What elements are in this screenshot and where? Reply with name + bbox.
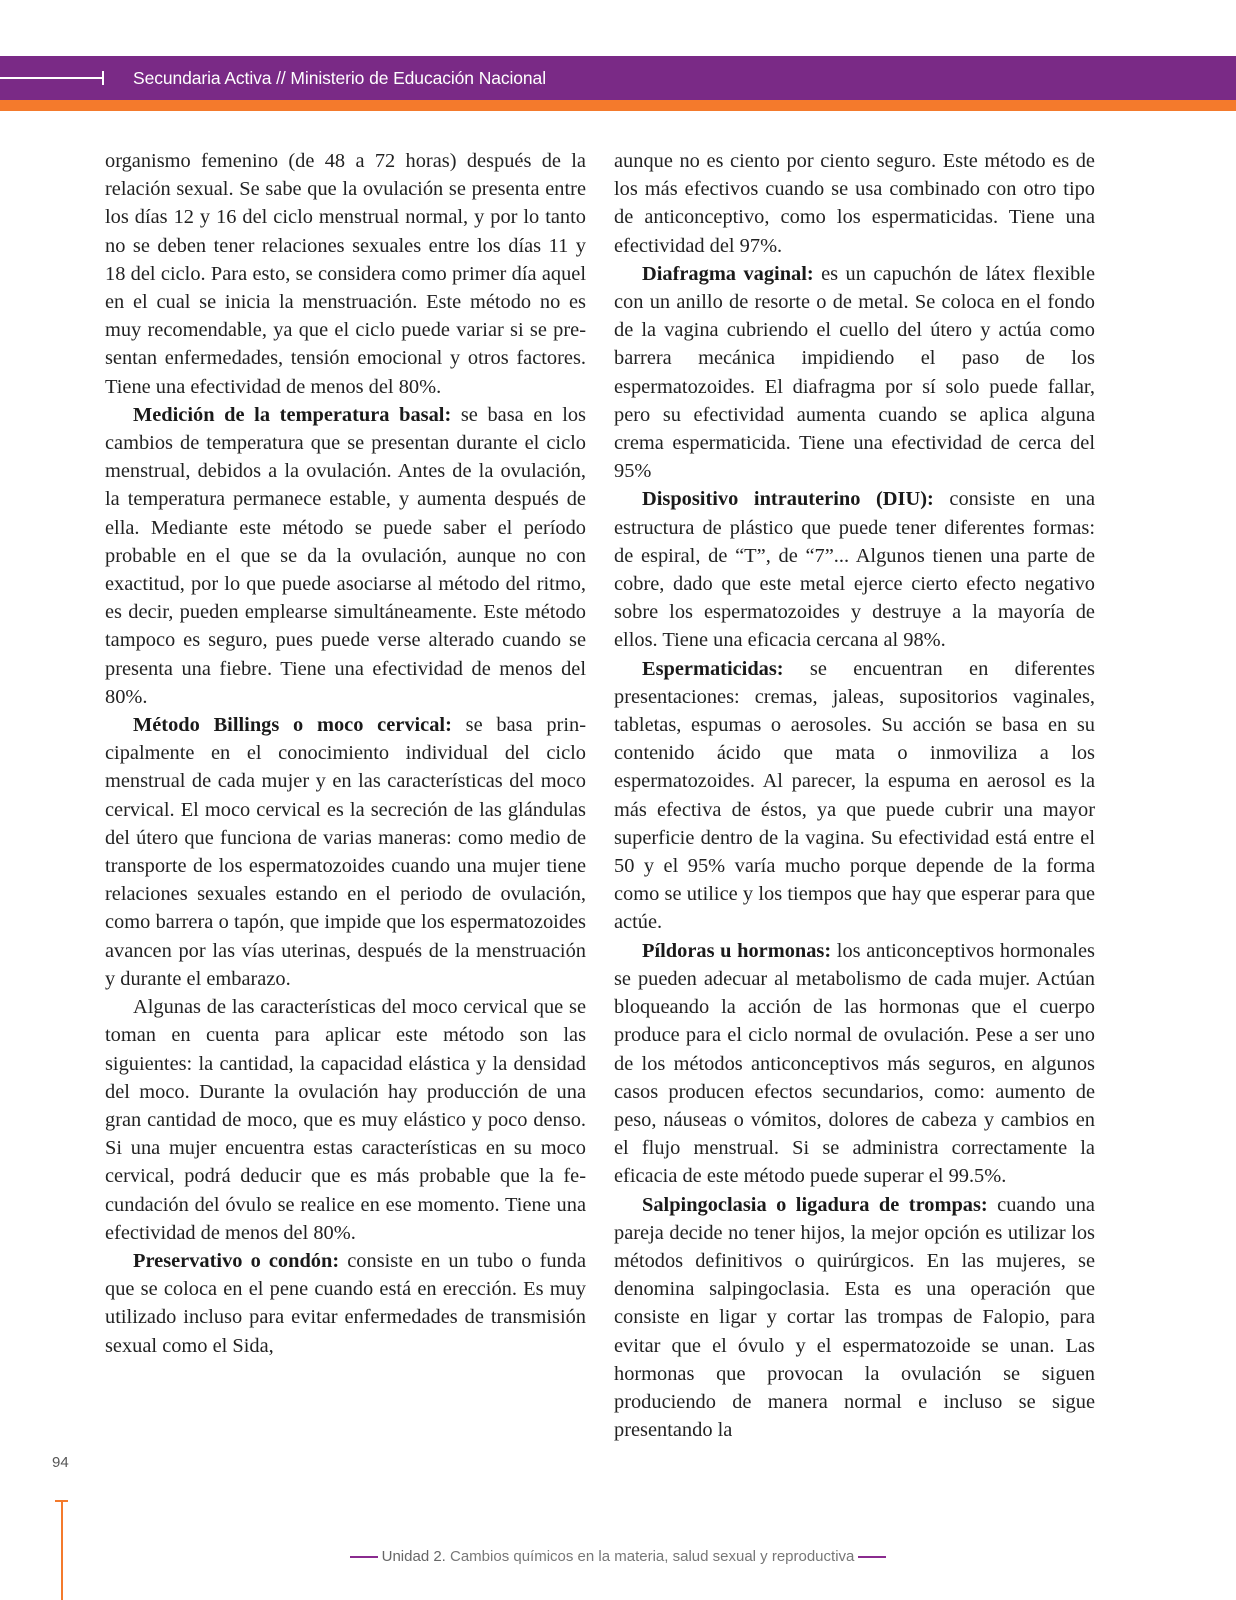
term-heading: Dispositivo intrauterino (DIU): <box>642 488 934 511</box>
header-title: Secundaria Activa // Ministerio de Educación Nacional <box>133 68 546 88</box>
paragraph-body: se encuentran en diferentes presentaciones: cremas, jaleas, supositorios vaginales, tabletas, espumas o aerosoles. Su acción se basa en su contenido ácido que mata o inmoviliza a los espermatozoides. Al parecer, la espuma en aerosol es la más efectiva de éstos, ya que puede cubrir una mayor superficie dentro de la vagina. Su efectividad está entre el 50 y el 95% varía mucho porque depende de la forma como se utilice y los tiempos que hay que esperar para que actúe. <box>614 657 1095 934</box>
paragraph-body: cuando una pareja decide no tener hijos, la mejor opción es utilizar los métodos definitivos o quirúrgicos. En las mujeres, se denomina salpingoclasia. Esta es una operación que consiste en ligar y cortar las trompas de Falopio, para evitar que el óvulo y el espermatozoide se unan. Las hormonas que provocan la ovulación se siguen produciendo de manera normal e incluso se sigue presentando la <box>614 1193 1095 1442</box>
paragraph: aunque no es ciento por ciento seguro. Este método es de los más efectivos cuando se usa combinado con otro tipo de anticonceptivo, como los espermaticidas. Tiene una efectividad del 97%. <box>614 150 1095 257</box>
header-accent-stripe <box>0 100 1236 111</box>
term-heading: Diafragma vaginal: <box>642 262 814 285</box>
footer-unit-label: Unidad 2. <box>381 1548 446 1565</box>
paragraph <box>105 401 586 711</box>
footer-dash-right <box>858 1556 886 1558</box>
paragraph <box>614 937 1095 1191</box>
paragraph <box>614 260 1095 486</box>
footer-unit-title: Cambios químicos en la materia, salud sexual y reproductiva <box>445 1548 855 1565</box>
paragraph-body: es un capuchón de látex flexible con un anillo de resorte o de metal. Se coloca en el fondo de la vagina cubriendo el cuello del útero y actúa como barrera mecánica impidiendo el paso de los espermatozoides. El diafragma por sí solo puede fallar, pero su efectividad aumenta cuando se aplica alguna crema espermaticida. Tiene una efectividad de cerca del 95% <box>614 262 1095 483</box>
paragraph <box>614 655 1095 937</box>
right-column <box>614 147 1095 1444</box>
paragraph <box>614 485 1095 654</box>
paragraph <box>105 711 586 993</box>
footer-dash-left <box>350 1556 378 1558</box>
header-rule <box>0 77 103 79</box>
paragraph-body: consiste en un tubo o funda que se coloca en el pene cuando está en erección. Es muy utilizado incluso para evitar enfermedades de transmisión sexual como el Sida, <box>105 1249 586 1357</box>
term-heading: Salpingoclasia o ligadura de trompas: <box>642 1193 988 1216</box>
term-heading: Espermaticidas: <box>642 657 784 680</box>
page-number: 94 <box>52 1454 69 1471</box>
paragraph-body: los anticonceptivos hormonales se pueden adecuar al metabolismo de cada mujer. Actúan bloqueando la acción de las hormonas que el cuerpo produce para el ciclo normal de ovulación. Pese a ser uno de los métodos anticonceptivos más seguros, en algunos casos producen efectos secundarios, como: aumento de peso, náuseas o vómitos, dolores de cabeza y cambios en el flujo menstrual. Si se administra correctamente la eficacia de este método puede superar el 99.5%. <box>614 939 1095 1188</box>
paragraph-body: se basa principalmente en el conocimiento individual del ciclo menstrual de cada mujer y en las características del moco cervical. El moco cervical es la secreción de las glándulas del útero que funciona de varias maneras: como medio de transporte de los espermatozoides cuando una mujer tiene relaciones sexuales estando en el periodo de ovulación, como barrera o tapón, que impide que los espermatozoides avancen por las vías uterinas, después de la menstruación y durante el embarazo. <box>105 714 586 990</box>
term-heading: Preservativo o condón: <box>133 1249 340 1272</box>
paragraph: organismo femenino (de 48 a 72 horas) después de la relación sexual. Se sabe que la ovulación se presenta entre los días 12 y 16 del ciclo menstrual normal, y por lo tanto no se deben tener relaciones sexuales entre los días 11 y 18 del ciclo. Para esto, se considera como primer día aquel en el cual se inicia la menstruación. Este método no es muy recomendable, ya que el ciclo puede variar si se presentan enfermedades, tensión emocional y otros factores. Tiene una efectividad de menos del 80%. <box>105 150 586 398</box>
paragraph <box>105 1247 586 1360</box>
term-heading: Píldoras u hormonas: <box>642 939 832 962</box>
term-heading: Método Billings o moco cervical: <box>133 714 452 737</box>
paragraph: Algunas de las características del moco cervical que se toman en cuenta para aplicar este método son las siguientes: la cantidad, la capacidad elástica y la densidad del moco. Durante la ovulación hay producción de una gran cantidad de moco, que es muy elástico y poco denso. Si una mujer encuentra estas características en su moco cervical, podrá deducir que es más probable que la fecundación del óvulo se realice en ese momento. Tiene una efectividad de menos del 80%. <box>105 996 586 1244</box>
left-column <box>105 147 586 1360</box>
header-rule-tick <box>102 71 104 85</box>
term-heading: Medición de la temperatura basal: <box>133 403 452 426</box>
footer <box>0 1548 1236 1565</box>
paragraph <box>614 1191 1095 1445</box>
paragraph-body: consiste en una estructura de plástico que puede tener diferentes formas: de espiral, de “T”, de “7”... Algunos tienen una parte de cobre, dado que este metal ejerce cierto efecto negativo sobre los espermatozoides y destruye a la mayoría de ellos. Tiene una eficacia cercana al 98%. <box>614 488 1096 652</box>
paragraph-body: se basa en los cambios de temperatura que se presentan durante el ciclo menstrual, debidos a la ovulación. Antes de la ovulación, la temperatura permanece estable, y aumenta después de ella. Mediante este método se puede saber el período probable en el que se da la ovulación, aunque no con exactitud, por lo que puede asociarse al método del ritmo, es decir, pueden emplearse simultáneamente. Este método tampoco es seguro, pues puede verse alterado cuando se presenta una fiebre. Tiene una efectividad de menos del 80%. <box>105 403 586 708</box>
